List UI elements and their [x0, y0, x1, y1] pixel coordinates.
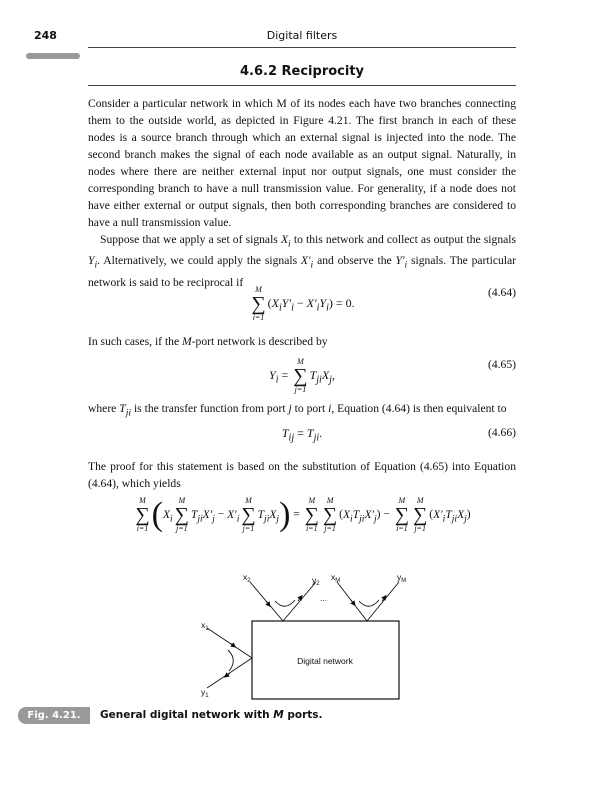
portM-output-branch: [367, 582, 399, 621]
port2-output-branch: [283, 582, 316, 621]
equation-proof: M ∑ i=1 ($X_i$ M ∑ j=1 $T_{ji}X'_j - X'_i$ M ∑ j=1 $T_{ji}X_j$) = M ∑ i=1 M ∑ j=1 $(X_iT_{ji}X'_j)$ − M ∑ i=1 M ∑ j=1 $(X'_iT_{ji}X_j)$: [135, 496, 471, 533]
page-number: 248: [34, 29, 57, 42]
port2-curved-arrow: [275, 600, 295, 606]
section-title: 4.6.2 Reciprocity: [239, 64, 365, 79]
figure-number-tab: Fig. 4.21.: [18, 707, 90, 724]
label-yM: $y_M$: [397, 572, 407, 584]
paragraph-5: The proof for this statement is based on the substitution of Equation (4.65) into Equation (4.64), which yields: [88, 460, 516, 490]
label-x1: $x_1$: [201, 620, 209, 632]
equation-4-64: M ∑ i=1 $(X_iY'_i - X'_iY_i) = 0$. (4.64): [251, 285, 516, 322]
paragraph-1: Consider a particular network in which M of its nodes each have two branches connecting them to the outside world, as depicted in Figure 4.21. The first branch in each of these nodes is a source branch through which an external signal is injected into the node. The second branch makes the signal of each node available as an output signal. Naturally, in nodes where there are neither external input nor output signals, one must consider the corresponding branch to have a null transmission value. For generality, if a node does not have either external or output signals, then both corresponding branches are considered to have a null transmission value.: [88, 97, 516, 229]
equation-number: (4.65): [487, 358, 516, 371]
label-y1: $y_1$: [201, 687, 209, 699]
figure-caption: General digital network with M ports.: [100, 709, 323, 721]
label-x2: $x_2$: [243, 572, 251, 584]
port1-curved-arrow: [228, 650, 233, 671]
equation-number: (4.64): [487, 286, 516, 299]
equation-4-65: $Y_i$ = M ∑ j=1 $T_{ji}X_j$, (4.65): [269, 357, 516, 394]
label-y2: $y_2$: [312, 575, 320, 587]
ellipsis: ...: [320, 593, 328, 603]
box-label: Digital network: [297, 656, 353, 666]
paragraph-4: where $T_{ji}$ is the transfer function from port j to port i, Equation (4.64) is then equivalent to: [88, 402, 507, 419]
equation-4-66: $T_{ij} = T_{ji}$. (4.66): [281, 426, 516, 444]
equation-number: (4.66): [487, 426, 516, 439]
portM-curved-arrow: [359, 600, 379, 606]
label-xM: $x_M$: [331, 572, 341, 584]
paragraph-2: Suppose that we apply a set of signals $X_i$ to this network and collect as output the signals $Y_i$. Alternatively, we could apply the signals $X'_i$ and observe the $Y'_i$ signals. The particular network is said to be reciprocal if: [88, 233, 517, 289]
port1-input-branch: [207, 628, 252, 658]
running-title: Digital filters: [266, 29, 338, 42]
paragraph-3: In such cases, if the M-port network is described by: [88, 335, 328, 348]
